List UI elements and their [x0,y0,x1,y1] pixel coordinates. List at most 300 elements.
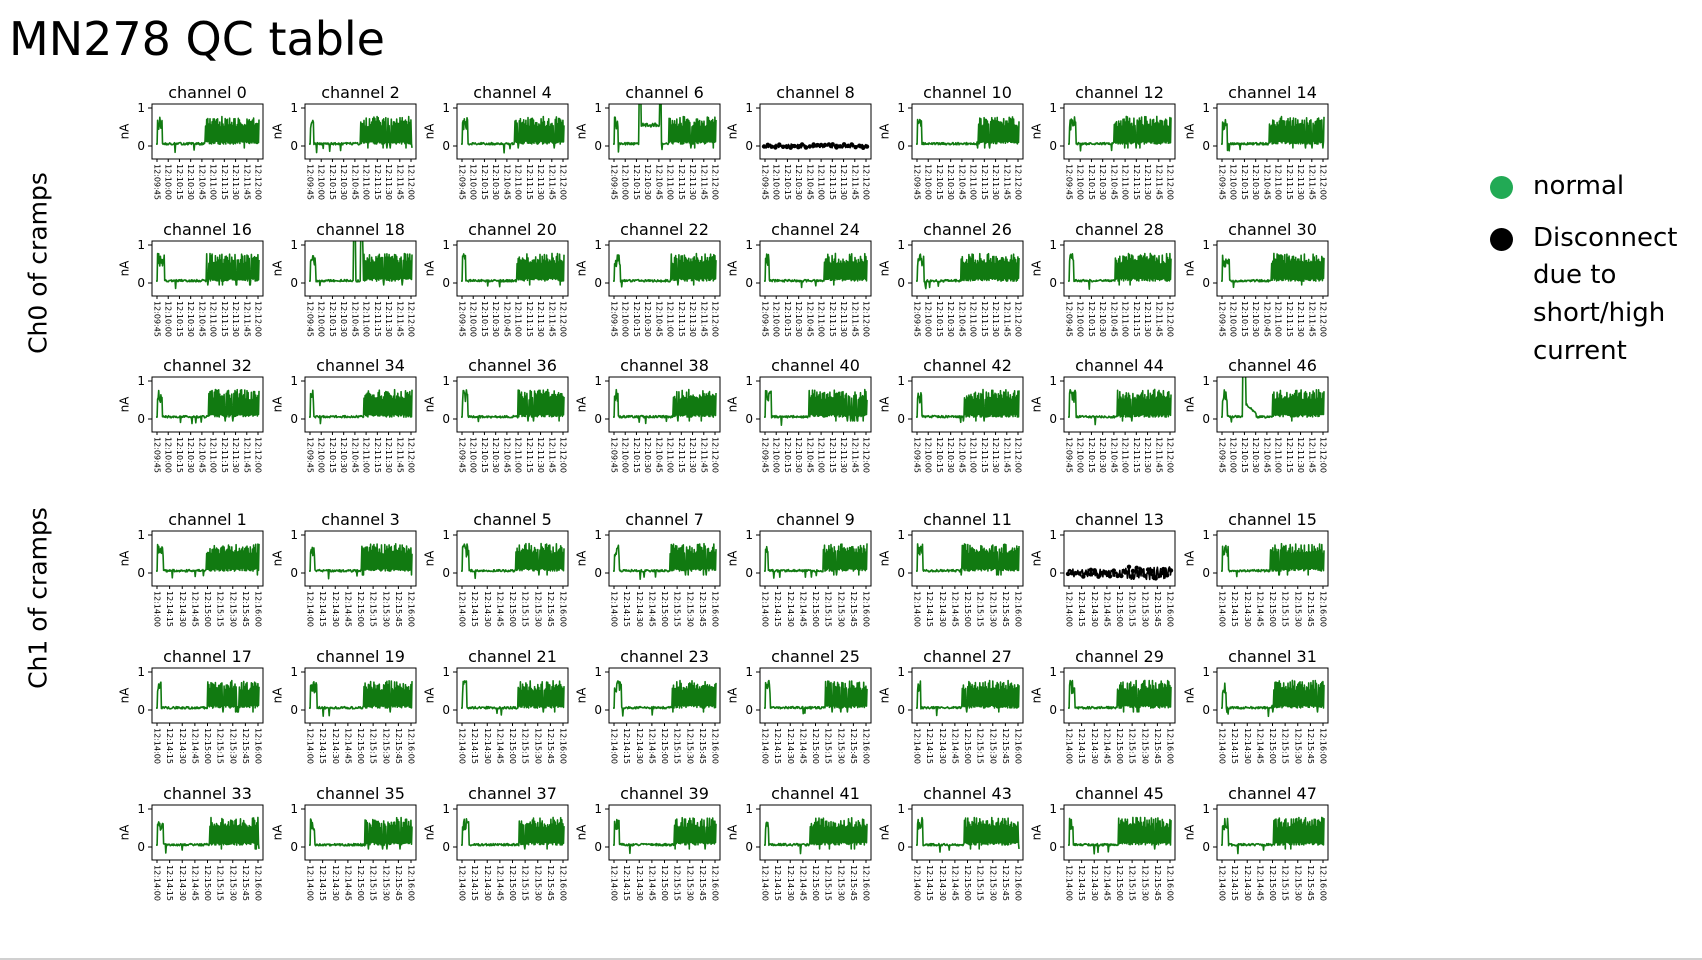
ch36-xtick-label: 12:11:45 [547,437,557,473]
ch7-xtick-label: 12:16:00 [710,591,720,627]
ch18-xtick-label: 12:11:00 [361,301,371,337]
channel-plot-25 [726,647,872,764]
ch37-xtick-label: 12:14:30 [482,865,492,901]
ch7-xtick-label: 12:14:00 [609,591,619,627]
ch17-ylabel: nA [117,687,132,704]
ch8-marker [777,142,781,146]
ch37-xtick-label: 12:15:30 [533,865,543,901]
ch27-ylabel: nA [877,687,892,704]
ch6-xtick-label: 12:12:00 [710,164,720,200]
ch29-xtick-label: 12:15:15 [1127,728,1137,764]
ch30-xtick-label: 12:10:45 [1262,301,1272,337]
ch41-xtick-label: 12:15:00 [811,865,820,901]
ch8-xtick-label: 12:11:00 [816,164,826,200]
ch1-trace [156,544,259,578]
ch5-ytick-label: 1 [442,528,450,542]
ch19-xtick-label: 12:14:15 [318,728,328,764]
ch8-title: channel 8 [776,83,855,102]
ch25-xtick-label: 12:16:00 [861,728,871,764]
ch18-ytick-label: 1 [290,238,298,252]
ch37-xtick-label: 12:14:15 [470,865,480,901]
ch7-xtick-label: 12:14:30 [634,591,644,627]
ch42-xtick-label: 12:10:15 [934,437,944,473]
ch13-marker [1093,568,1097,572]
ch45-xtick-label: 12:16:00 [1165,865,1175,901]
ch34-xtick-label: 12:10:00 [316,437,326,473]
ch24-xtick-label: 12:11:30 [839,301,849,337]
ch34-ylabel: nA [270,396,285,413]
ch5-title: channel 5 [473,510,552,529]
ch10-xtick-label: 12:10:00 [923,164,933,200]
ch39-xtick-label: 12:15:30 [685,865,695,901]
ch47-xtick-label: 12:14:45 [1255,865,1265,901]
ch21-xtick-label: 12:15:15 [520,728,530,764]
ch43-ytick-label: 0 [897,840,905,854]
ch12-xtick-label: 12:10:45 [1109,164,1119,200]
ch7-xtick-label: 12:15:30 [685,591,695,627]
ch10-xtick-label: 12:10:45 [957,164,967,200]
ch11-xtick-label: 12:14:15 [925,591,935,627]
ch5-xtick-label: 12:14:30 [482,591,492,627]
ch28-xtick-label: 12:10:00 [1075,301,1085,337]
ch8-marker [861,146,865,150]
ch44-xtick-label: 12:09:45 [1064,437,1074,473]
ch23-ytick-label: 0 [594,703,602,717]
ch20-xtick-label: 12:10:45 [502,301,512,337]
ch12-title: channel 12 [1075,83,1164,102]
ch2-xtick-label: 12:11:30 [384,164,394,200]
ch46-xtick-label: 12:11:45 [1307,437,1317,473]
ch8-marker [781,145,785,149]
ch16-trace [156,254,259,289]
ch14-xtick-label: 12:10:30 [1251,164,1261,200]
ch26-ylabel: nA [877,260,892,277]
ch36-ytick-label: 1 [442,374,450,388]
ch0-ytick-label: 1 [137,101,145,115]
ch18-xtick-label: 12:11:15 [372,301,382,337]
ch17-xtick-label: 12:14:15 [165,728,175,764]
ch46-xtick-label: 12:09:45 [1217,437,1227,473]
ch40-ylabel: nA [725,396,740,413]
ch9-xtick-label: 12:15:30 [836,591,846,627]
ch22-title: channel 22 [620,220,709,239]
ch6-xtick-label: 12:10:15 [631,164,641,200]
ch0-title: channel 0 [168,83,247,102]
ch36-xtick-label: 12:11:15 [524,437,534,473]
ch13-marker [1119,574,1123,578]
ch40-title: channel 40 [771,356,860,375]
ch22-ylabel: nA [574,260,589,277]
ch3-ytick-label: 1 [290,528,298,542]
ch15-xtick-label: 12:14:30 [1242,591,1252,627]
ch10-ylabel: nA [877,123,892,140]
ch44-xtick-label: 12:11:00 [1120,437,1130,473]
channel-plot-35 [271,784,417,901]
ch28-xtick-label: 12:10:45 [1109,301,1119,337]
ch21-xtick-label: 12:15:30 [533,728,543,764]
ch16-xtick-label: 12:11:15 [219,301,229,337]
ch43-xtick-label: 12:14:15 [925,865,935,901]
ch13-xtick-label: 12:15:15 [1127,591,1137,627]
ch44-xtick-label: 12:11:30 [1143,437,1153,473]
ch45-ylabel: nA [1029,824,1044,841]
ch24-ylabel: nA [725,260,740,277]
ch10-ytick-label: 0 [897,139,905,153]
ch8-marker [857,144,861,148]
ch3-xtick-label: 12:15:45 [393,591,403,627]
ch36-xtick-label: 12:11:00 [513,437,523,473]
ch45-xtick-label: 12:15:15 [1127,865,1137,901]
ch26-xtick-label: 12:10:30 [946,301,956,337]
ch24-xtick-label: 12:10:45 [805,301,815,337]
channel-plot-36 [423,356,569,473]
channel-plot-42 [878,356,1024,473]
ch39-xtick-label: 12:15:45 [697,865,707,901]
ch8-xtick-label: 12:09:45 [760,164,770,200]
ch13-marker [1073,571,1077,575]
channel-plot-33 [118,784,264,901]
ch42-ytick-label: 0 [897,412,905,426]
ch44-xtick-label: 12:12:00 [1165,437,1175,473]
ch45-xtick-label: 12:14:30 [1089,865,1099,901]
ch33-xtick-label: 12:14:00 [152,865,162,901]
ch44-ytick-label: 0 [1049,412,1057,426]
ch43-ytick-label: 1 [897,802,905,816]
ch22-xtick-label: 12:10:45 [654,301,664,337]
ch13-marker [1077,571,1081,575]
ch23-xtick-label: 12:15:45 [697,728,707,764]
ch36-xtick-label: 12:10:30 [491,437,501,473]
ch33-ytick-label: 1 [137,802,145,816]
ch8-marker [808,144,812,148]
ch18-xtick-label: 12:11:45 [395,301,405,337]
ch41-xtick-label: 12:14:30 [785,865,795,901]
ch27-xtick-label: 12:16:00 [1013,728,1023,764]
ch24-ytick-label: 1 [745,238,753,252]
ch29-xtick-label: 12:14:15 [1077,728,1087,764]
ch27-xtick-label: 12:15:30 [988,728,998,764]
channel-plot-5 [423,510,569,627]
ch9-ytick-label: 0 [745,566,753,580]
ch32-ylabel: nA [117,396,132,413]
channel-plot-21 [423,647,569,764]
ch25-xtick-label: 12:14:15 [773,728,783,764]
ch13-xtick-label: 12:14:00 [1064,591,1074,627]
ch8-marker [762,144,766,148]
channel-plot-24 [726,220,872,337]
ch44-xtick-label: 12:11:45 [1154,437,1164,473]
ch17-xtick-label: 12:14:30 [177,728,187,764]
ch6-xtick-label: 12:11:15 [676,164,686,200]
channel-plot-22 [575,220,721,337]
ch22-xtick-label: 12:12:00 [710,301,720,337]
ch20-xtick-label: 12:10:30 [491,301,501,337]
ch28-xtick-label: 12:10:30 [1098,301,1108,337]
ch44-ylabel: nA [1029,396,1044,413]
ch8-ylabel: nA [725,123,740,140]
channel-plot-15 [1183,510,1329,627]
ch23-xtick-label: 12:14:45 [647,728,657,764]
ch32-ytick-label: 0 [137,412,145,426]
ch26-xtick-label: 12:10:45 [957,301,967,337]
ch22-xtick-label: 12:11:30 [688,301,698,337]
ch9-xtick-label: 12:15:15 [823,591,833,627]
ch13-xtick-label: 12:15:45 [1152,591,1162,627]
ch3-xtick-label: 12:14:45 [343,591,353,627]
ch8-frame [760,104,871,159]
ch22-xtick-label: 12:11:15 [676,301,686,337]
ch41-xtick-label: 12:14:00 [760,865,770,901]
ch2-trace [309,117,412,153]
channel-plot-29 [1030,647,1176,764]
ch1-xtick-label: 12:15:00 [203,591,212,627]
ch10-xtick-label: 12:11:45 [1002,164,1012,200]
ch10-xtick-label: 12:11:30 [991,164,1001,200]
ch30-xtick-label: 12:10:15 [1239,301,1249,337]
ch33-xtick-label: 12:15:45 [240,865,250,901]
ch8-ytick-label: 0 [745,139,753,153]
ch28-xtick-label: 12:09:45 [1064,301,1074,337]
ch4-xtick-label: 12:10:15 [479,164,489,200]
ch27-xtick-label: 12:15:00 [963,728,972,764]
channel-plot-18 [271,220,417,337]
channel-plot-32 [118,356,264,473]
ch8-marker [819,143,823,147]
ch12-ytick-label: 0 [1049,139,1057,153]
ch25-title: channel 25 [771,647,860,666]
ch13-marker [1096,575,1100,579]
ch31-ytick-label: 1 [1202,665,1210,679]
ch29-xtick-label: 12:14:30 [1089,728,1099,764]
ch8-marker [834,145,838,149]
ch38-xtick-label: 12:11:30 [688,437,698,473]
ch47-xtick-label: 12:16:00 [1318,865,1328,901]
ch15-xtick-label: 12:15:30 [1293,591,1303,627]
ch30-xtick-label: 12:11:30 [1296,301,1306,337]
ch33-ytick-label: 0 [137,840,145,854]
ch41-xtick-label: 12:15:15 [823,865,833,901]
ch4-xtick-label: 12:12:00 [558,164,568,200]
ch29-title: channel 29 [1075,647,1164,666]
ch19-trace [309,681,412,716]
ch30-ytick-label: 1 [1202,238,1210,252]
ch7-xtick-label: 12:14:15 [622,591,632,627]
ch44-xtick-label: 12:10:30 [1098,437,1108,473]
ch15-xtick-label: 12:16:00 [1318,591,1328,627]
ch17-ytick-label: 0 [137,703,145,717]
ch16-xtick-label: 12:10:00 [163,301,173,337]
ch29-ytick-label: 0 [1049,703,1057,717]
ch29-xtick-label: 12:15:45 [1152,728,1162,764]
ch36-xtick-label: 12:12:00 [558,437,568,473]
ch17-xtick-label: 12:16:00 [253,728,263,764]
ch9-title: channel 9 [776,510,855,529]
ch37-ytick-label: 0 [442,840,450,854]
ch28-xtick-label: 12:11:00 [1120,301,1130,337]
ch12-xtick-label: 12:11:00 [1120,164,1130,200]
channel-plot-38 [575,356,721,473]
ch12-xtick-label: 12:10:30 [1098,164,1108,200]
ch10-ytick-label: 1 [897,101,905,115]
ch37-ylabel: nA [422,824,437,841]
channel-plot-1 [118,510,264,627]
ch12-xtick-label: 12:11:45 [1154,164,1164,200]
ch1-xtick-label: 12:15:15 [215,591,225,627]
ch21-xtick-label: 12:14:00 [457,728,467,764]
ch18-xtick-label: 12:12:00 [406,301,416,337]
ch42-xtick-label: 12:11:00 [968,437,978,473]
ch30-ylabel: nA [1182,260,1197,277]
ch0-trace [156,117,259,153]
ch8-marker [785,145,789,149]
ch37-ytick-label: 1 [442,802,450,816]
ch8-marker [804,145,808,149]
ch2-ylabel: nA [270,123,285,140]
ch40-xtick-label: 12:10:15 [782,437,792,473]
ch1-xtick-label: 12:15:45 [240,591,250,627]
ch45-xtick-label: 12:15:00 [1115,865,1124,901]
ch1-ytick-label: 0 [137,566,145,580]
ch6-title: channel 6 [625,83,704,102]
ch18-xtick-label: 12:10:30 [339,301,349,337]
ch9-xtick-label: 12:15:00 [811,591,820,627]
ch26-ytick-label: 0 [897,276,905,290]
ch0-ylabel: nA [117,123,132,140]
ch16-ytick-label: 0 [137,276,145,290]
ch6-ylabel: nA [574,123,589,140]
ch39-xtick-label: 12:14:30 [634,865,644,901]
ch37-xtick-label: 12:15:15 [520,865,530,901]
ch8-marker [796,145,800,149]
ch35-xtick-label: 12:15:45 [393,865,403,901]
ch8-marker [823,143,827,147]
ch43-xtick-label: 12:15:30 [988,865,998,901]
ch44-trace [1068,389,1171,424]
ch34-ytick-label: 1 [290,374,298,388]
ch25-xtick-label: 12:14:30 [785,728,795,764]
ch12-ytick-label: 1 [1049,101,1057,115]
ch13-marker [1104,570,1108,574]
ch25-xtick-label: 12:15:00 [811,728,820,764]
ch29-xtick-label: 12:14:45 [1102,728,1112,764]
ch42-xtick-label: 12:10:30 [946,437,956,473]
ch40-xtick-label: 12:10:30 [794,437,804,473]
ch46-xtick-label: 12:11:00 [1273,437,1283,473]
ch36-xtick-label: 12:09:45 [457,437,467,473]
ch21-xtick-label: 12:14:30 [482,728,492,764]
ch7-ytick-label: 0 [594,566,602,580]
ch35-xtick-label: 12:15:00 [356,865,365,901]
ch8-xtick-label: 12:10:30 [794,164,804,200]
ch35-xtick-label: 12:14:30 [330,865,340,901]
ch31-xtick-label: 12:15:00 [1268,728,1277,764]
ch0-ytick-label: 0 [137,139,145,153]
ch35-xtick-label: 12:16:00 [406,865,416,901]
legend [1490,168,1690,384]
ch35-xtick-label: 12:15:15 [368,865,378,901]
ch45-ytick-label: 1 [1049,802,1057,816]
ch8-marker [811,142,815,146]
channel-plot-14 [1183,83,1329,200]
ch8-marker [853,145,857,149]
ch23-trace [613,681,716,716]
ch0-xtick-label: 12:11:15 [219,164,229,200]
ch1-xtick-label: 12:16:00 [253,591,263,627]
ch8-xtick-label: 12:10:00 [771,164,781,200]
ch15-xtick-label: 12:14:00 [1217,591,1227,627]
ch10-title: channel 10 [923,83,1012,102]
ch15-trace [1221,544,1324,577]
ch4-ytick-label: 0 [442,139,450,153]
ch41-xtick-label: 12:15:30 [836,865,846,901]
legend-label-disconnect: Disconnect due to short/high current [1533,222,1678,366]
ch20-trace [461,253,564,286]
ch23-title: channel 23 [620,647,709,666]
ch25-xtick-label: 12:14:45 [798,728,808,764]
ch26-xtick-label: 12:11:15 [979,301,989,337]
ch38-xtick-label: 12:10:45 [654,437,664,473]
ch45-title: channel 45 [1075,784,1164,803]
ch11-xtick-label: 12:14:00 [912,591,922,627]
ch8-marker [789,146,793,150]
ch8-marker [769,145,773,149]
ch14-xtick-label: 12:11:45 [1307,164,1317,200]
ch11-xtick-label: 12:15:15 [975,591,985,627]
ch21-xtick-label: 12:15:45 [545,728,555,764]
ch32-xtick-label: 12:11:30 [231,437,241,473]
ch6-xtick-label: 12:11:45 [699,164,709,200]
ch9-xtick-label: 12:15:45 [848,591,858,627]
channel-plot-12 [1030,83,1176,200]
channel-plot-2 [271,83,417,200]
ch35-xtick-label: 12:15:30 [381,865,391,901]
ch13-marker [1081,574,1085,578]
ch30-trace [1221,253,1324,287]
ch2-xtick-label: 12:10:15 [327,164,337,200]
ch45-xtick-label: 12:14:45 [1102,865,1112,901]
ch18-xtick-label: 12:10:45 [350,301,360,337]
ch21-ytick-label: 0 [442,703,450,717]
ch34-xtick-label: 12:10:15 [327,437,337,473]
ch47-trace [1221,817,1324,853]
ch39-ylabel: nA [574,824,589,841]
ch17-xtick-label: 12:14:00 [152,728,162,764]
ch40-xtick-label: 12:09:45 [760,437,770,473]
ch12-xtick-label: 12:09:45 [1064,164,1074,200]
ch11-ytick-label: 0 [897,566,905,580]
ch31-xtick-label: 12:14:15 [1230,728,1240,764]
channel-plot-17 [118,647,264,764]
ch23-xtick-label: 12:14:30 [634,728,644,764]
ch20-ytick-label: 1 [442,238,450,252]
channel-plot-23 [575,647,721,764]
ch20-xtick-label: 12:10:00 [468,301,478,337]
ch7-xtick-label: 12:15:15 [672,591,682,627]
ch42-xtick-label: 12:11:30 [991,437,1001,473]
ch8-marker [815,143,819,147]
ch20-xtick-label: 12:12:00 [558,301,568,337]
ch14-xtick-label: 12:10:00 [1228,164,1238,200]
ch28-xtick-label: 12:11:15 [1131,301,1141,337]
ch34-xtick-label: 12:12:00 [406,437,416,473]
ch3-xtick-label: 12:14:30 [330,591,340,627]
ch28-xtick-label: 12:11:45 [1154,301,1164,337]
ch40-ytick-label: 0 [745,412,753,426]
ch36-xtick-label: 12:10:45 [502,437,512,473]
ch15-title: channel 15 [1228,510,1317,529]
ch45-xtick-label: 12:14:00 [1064,865,1074,901]
channel-plot-20 [423,220,569,337]
